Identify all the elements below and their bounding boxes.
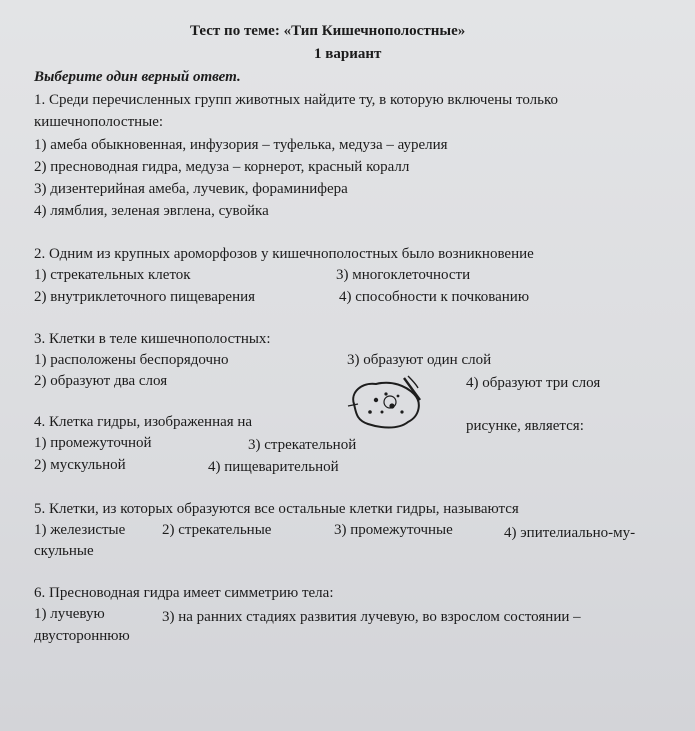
q5-option-3: 3) промежуточные — [334, 522, 453, 538]
q6-option-3: 3) на ранних стадиях развития лучевую, во взрослом состоянии – — [162, 609, 581, 625]
q2-option-3: 3) многоклеточности — [336, 267, 471, 283]
question-3-text: 3. Клетки в теле кишечнополостных: — [34, 331, 271, 347]
q5-option-1: 1) железистые — [34, 522, 126, 538]
question-6-text: 6. Пресноводная гидра имеет симметрию тела: — [34, 585, 334, 601]
question-4-text-cont: рисунке, является: — [466, 418, 584, 434]
q3-option-3: 3) образуют один слой — [347, 352, 492, 368]
q2-option-1: 1) стрекательных клеток — [34, 267, 191, 283]
q3-option-4: 4) образуют три слоя — [466, 375, 601, 391]
q2-option-4: 4) способности к почкованию — [339, 289, 530, 305]
q6-option-3-cont: двустороннюю — [34, 628, 130, 644]
q4-option-4: 4) пищеварительной — [208, 459, 339, 475]
variant-label: 1 вариант — [314, 46, 382, 62]
q6-option-1: 1) лучевую — [34, 606, 105, 622]
q1-option-2: 2) пресноводная гидра, медуза – корнерот, красный коралл — [34, 159, 410, 175]
hydra-cell-illustration — [346, 372, 426, 434]
question-1-text: 1. Среди перечисленных групп животных найдите ту, в которую включены только — [34, 92, 558, 108]
page-title: Тест по теме: «Тип Кишечнополостные» — [190, 23, 466, 39]
q2-option-2: 2) внутриклеточного пищеварения — [34, 289, 256, 305]
question-1-text-cont: кишечнополостные: — [34, 114, 164, 130]
instruction: Выберите один верный ответ. — [34, 69, 241, 85]
q5-option-2: 2) стрекательные — [162, 522, 272, 538]
q4-option-3: 3) стрекательной — [248, 437, 357, 453]
question-4-text: 4. Клетка гидры, изображенная на — [34, 414, 253, 430]
q1-option-4: 4) лямблия, зеленая эвглена, сувойка — [34, 203, 269, 219]
q3-option-2: 2) образуют два слоя — [34, 373, 168, 389]
question-5-text: 5. Клетки, из которых образуются все остальные клетки гидры, называются — [34, 501, 519, 517]
q3-option-1: 1) расположены беспорядочно — [34, 352, 229, 368]
q5-option-4-cont: скульные — [34, 543, 94, 559]
q1-option-3: 3) дизентерийная амеба, лучевик, фораминифера — [34, 181, 348, 197]
q4-option-1: 1) промежуточной — [34, 435, 152, 451]
q5-option-4: 4) эпителиально-му- — [504, 525, 636, 541]
q1-option-1: 1) амеба обыкновенная, инфузория – туфелька, медуза – аурелия — [34, 137, 448, 153]
question-2-text: 2. Одним из крупных ароморфозов у кишечнополостных было возникновение — [34, 246, 534, 262]
q4-option-2: 2) мускульной — [34, 457, 126, 473]
